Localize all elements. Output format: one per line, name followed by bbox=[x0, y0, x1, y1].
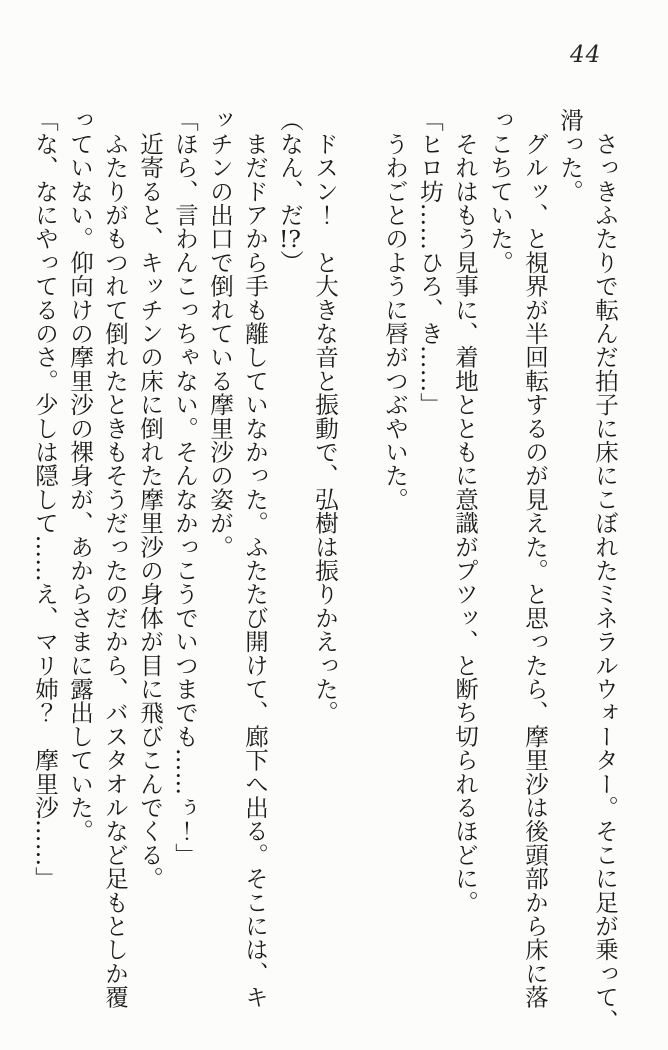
paragraph-break bbox=[342, 108, 377, 1044]
text-line: ッチンの出口で倒れている摩里沙の姿が。 bbox=[206, 108, 234, 559]
text-line: 滑った。 bbox=[556, 108, 584, 203]
text-line: うわごとのように唇がつぶやいた。 bbox=[381, 108, 409, 511]
text-line: （なん、だ!?） bbox=[276, 108, 304, 274]
text-line: グルッ、と視界が半回転するのが見えた。と思ったら、摩里沙は後頭部から床に落 bbox=[521, 108, 549, 1009]
body-text bbox=[27, 108, 622, 1044]
text-line: ドスン！ と大きな音と振動で、弘樹は振りかえった。 bbox=[311, 108, 339, 725]
text-line: 「ほら、言わんこっちゃない。そんなかっこうでいつまでも……ぅ！」 bbox=[171, 108, 199, 867]
text-line: それはもう見事に、着地とともに意識がプツッ、と断ち切られるほどに。 bbox=[451, 108, 479, 914]
text-line: さっきふたりで転んだ拍子に床にこぼれたミネラルウォーター。そこに足が乗って、 bbox=[591, 108, 619, 1033]
text-line: 「ヒロ坊……ひろ、き……」 bbox=[416, 108, 444, 417]
text-line: まだドアから手も離していなかった。ふたたび開けて、廊下へ出る。そこには、キ bbox=[241, 108, 269, 1009]
text-line: ふたりがもつれて倒れたときもそうだったのだから、バスタオルなど足もとしか覆 bbox=[101, 108, 129, 1009]
page-number: 44 bbox=[570, 42, 602, 68]
text-line: 近寄ると、キッチンの床に倒れた摩里沙の身体が目に飛びこんでくる。 bbox=[136, 108, 164, 891]
text-line: 「な、なにやってるのさ。少しは隠して……え、マリ姉？ 摩里沙……」 bbox=[31, 108, 59, 891]
text-line: っていない。仰向けの摩里沙の裸身が、あからさまに露出していた。 bbox=[66, 108, 94, 843]
text-line: っこちていた。 bbox=[486, 108, 514, 274]
